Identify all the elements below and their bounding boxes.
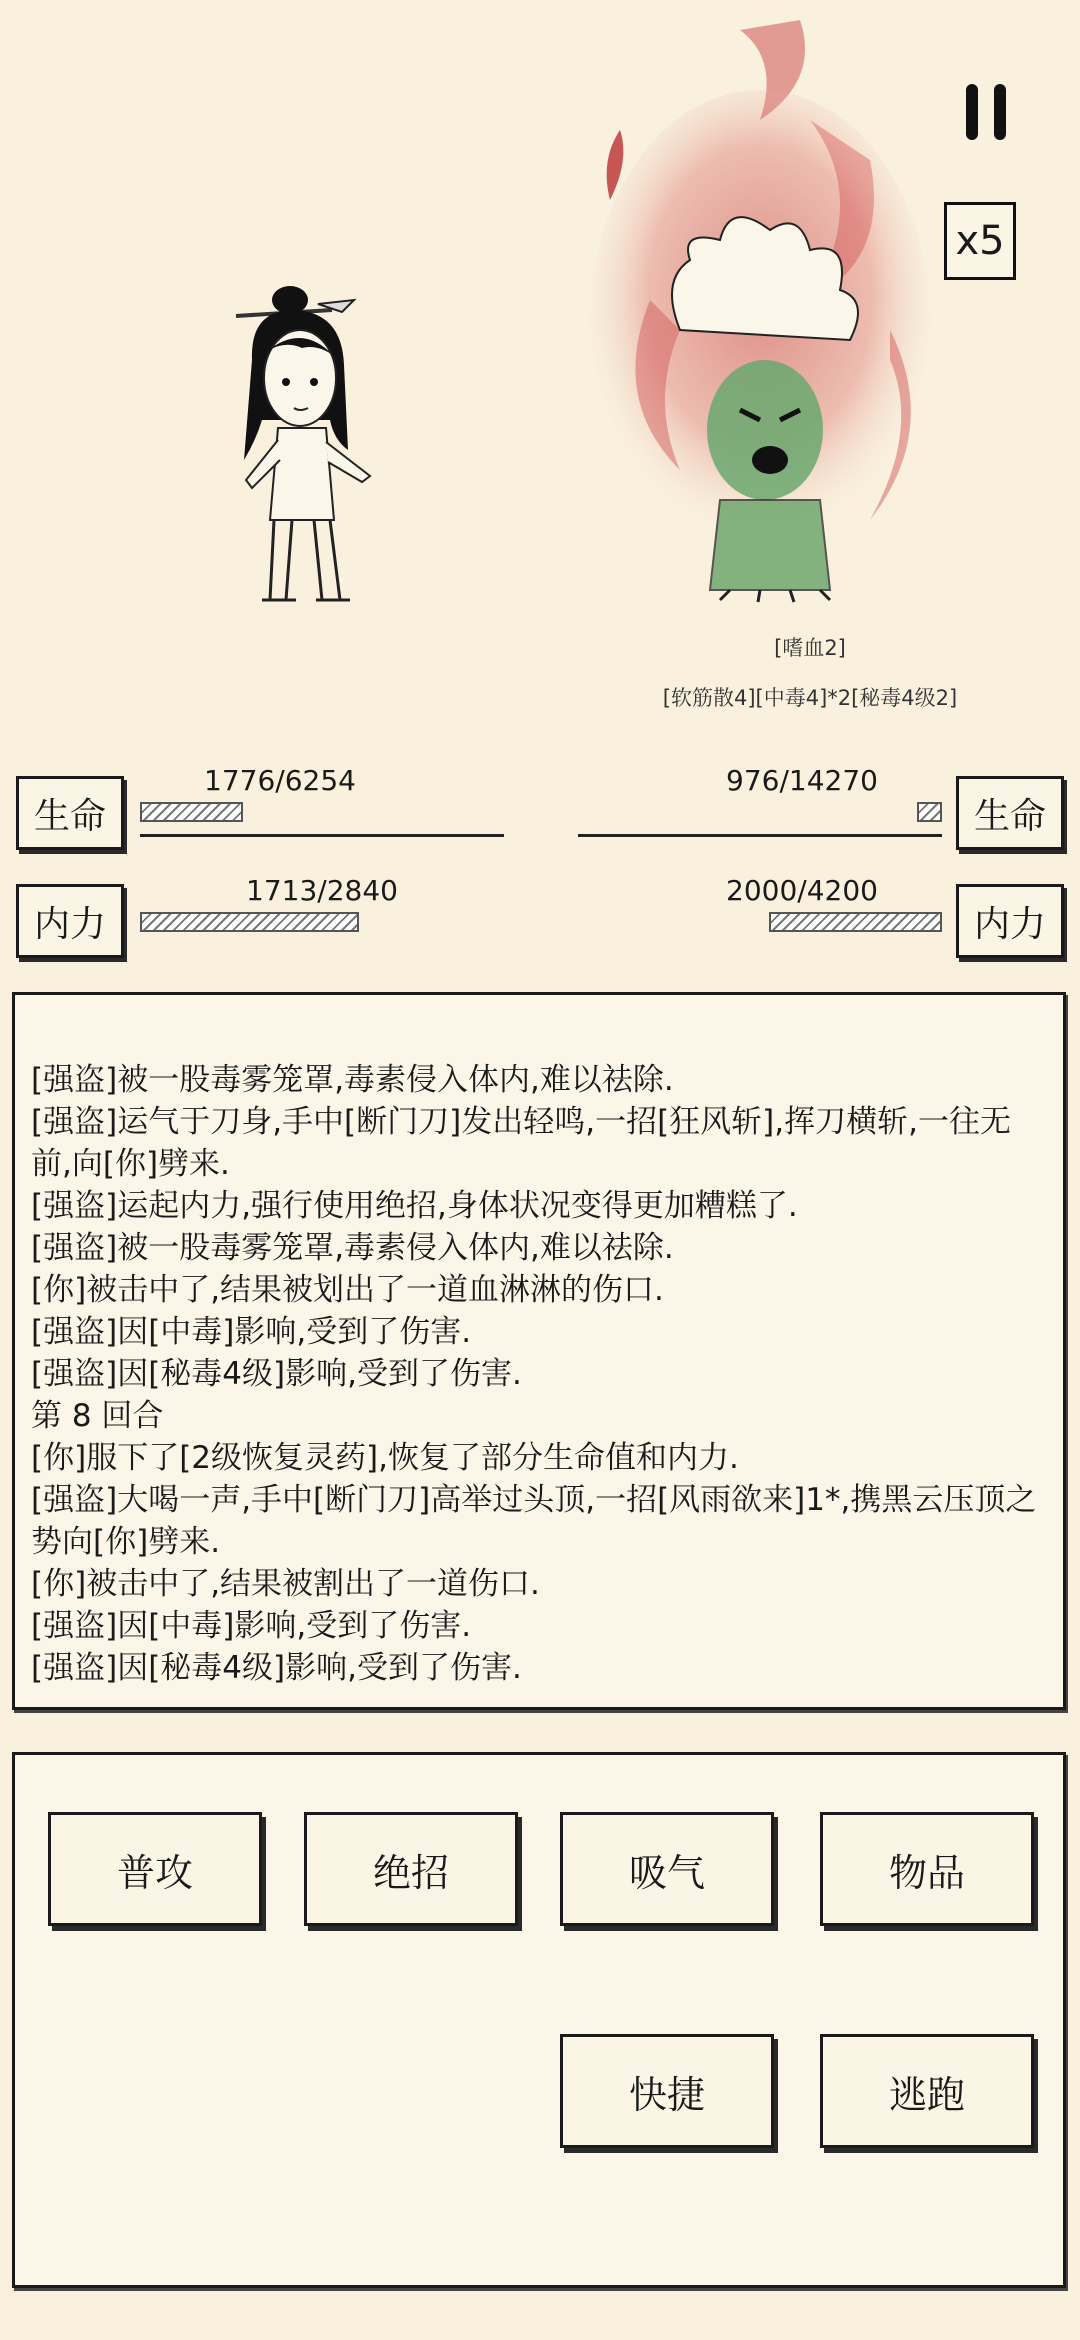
log-line: [强盗]因[中毒]影响,受到了伤害. xyxy=(31,1314,472,1350)
enemy-hp-label: 生命 xyxy=(956,776,1064,850)
flee-button[interactable]: 逃跑 xyxy=(820,2034,1034,2148)
battle-log[interactable] xyxy=(12,992,1066,1710)
log-line: [强盗]大喝一声,手中[断门刀]高举过头顶,一招[风雨欲来]1*,携黑云压顶之势向[你]劈来. xyxy=(31,1482,1037,1560)
log-line: [强盗]运气于刀身,手中[断门刀]发出轻鸣,一招[狂风斩],挥刀横斩,一往无前,向[你]劈来. xyxy=(31,1104,1011,1182)
breathe-button[interactable]: 吸气 xyxy=(560,1812,774,1926)
log-line: [强盗]因[秘毒4级]影响,受到了伤害. xyxy=(31,1650,522,1686)
enemy-mp-bar xyxy=(769,912,942,932)
player-mp-bar xyxy=(140,912,359,932)
items-button[interactable]: 物品 xyxy=(820,1812,1034,1926)
log-line: [你]服下了[2级恢复灵药],恢复了部分生命值和内力. xyxy=(31,1440,739,1476)
battle-log-lines xyxy=(31,1059,1047,1689)
player-hp-value: 1776/6254 xyxy=(204,764,356,797)
quick-button[interactable]: 快捷 xyxy=(560,2034,774,2148)
pause-button[interactable] xyxy=(966,84,1010,140)
player-hp-track xyxy=(140,834,504,837)
log-line: [强盗]因[中毒]影响,受到了伤害. xyxy=(31,1608,472,1644)
log-line: [强盗]运起内力,强行使用绝招,身体状况变得更加糟糕了. xyxy=(31,1188,798,1224)
log-line: [你]被击中了,结果被割出了一道伤口. xyxy=(31,1566,540,1602)
enemy-buff-line-1: [嗜血2] xyxy=(774,636,846,660)
speed-toggle-button[interactable]: x5 xyxy=(944,202,1016,280)
log-line: 第 8 回合 xyxy=(31,1398,164,1434)
enemy-hp-bar xyxy=(917,802,942,822)
log-line: [强盗]因[秘毒4级]影响,受到了伤害. xyxy=(31,1356,522,1392)
enemy-character xyxy=(590,0,950,640)
log-line: [你]被击中了,结果被划出了一道血淋淋的伤口. xyxy=(31,1272,664,1308)
pause-icon xyxy=(966,84,978,140)
player-hp-bar xyxy=(140,802,243,822)
enemy-hp-track xyxy=(578,834,942,837)
enemy-debuff-line-2: [软筋散4][中毒4]*2[秘毒4级2] xyxy=(662,686,958,710)
player-mp-label: 内力 xyxy=(16,884,124,958)
attack-button[interactable]: 普攻 xyxy=(48,1812,262,1926)
enemy-hp-value: 976/14270 xyxy=(726,764,878,797)
enemy-mp-label: 内力 xyxy=(956,884,1064,958)
player-mp-value: 1713/2840 xyxy=(246,874,398,907)
pause-icon-bar xyxy=(994,84,1006,140)
ultimate-button[interactable]: 绝招 xyxy=(304,1812,518,1926)
player-character xyxy=(222,270,402,610)
log-line: [强盗]被一股毒雾笼罩,毒素侵入体内,难以祛除. xyxy=(31,1230,674,1266)
enemy-mp-value: 2000/4200 xyxy=(726,874,878,907)
player-hp-label: 生命 xyxy=(16,776,124,850)
log-line: [强盗]被一股毒雾笼罩,毒素侵入体内,难以祛除. xyxy=(31,1062,674,1098)
